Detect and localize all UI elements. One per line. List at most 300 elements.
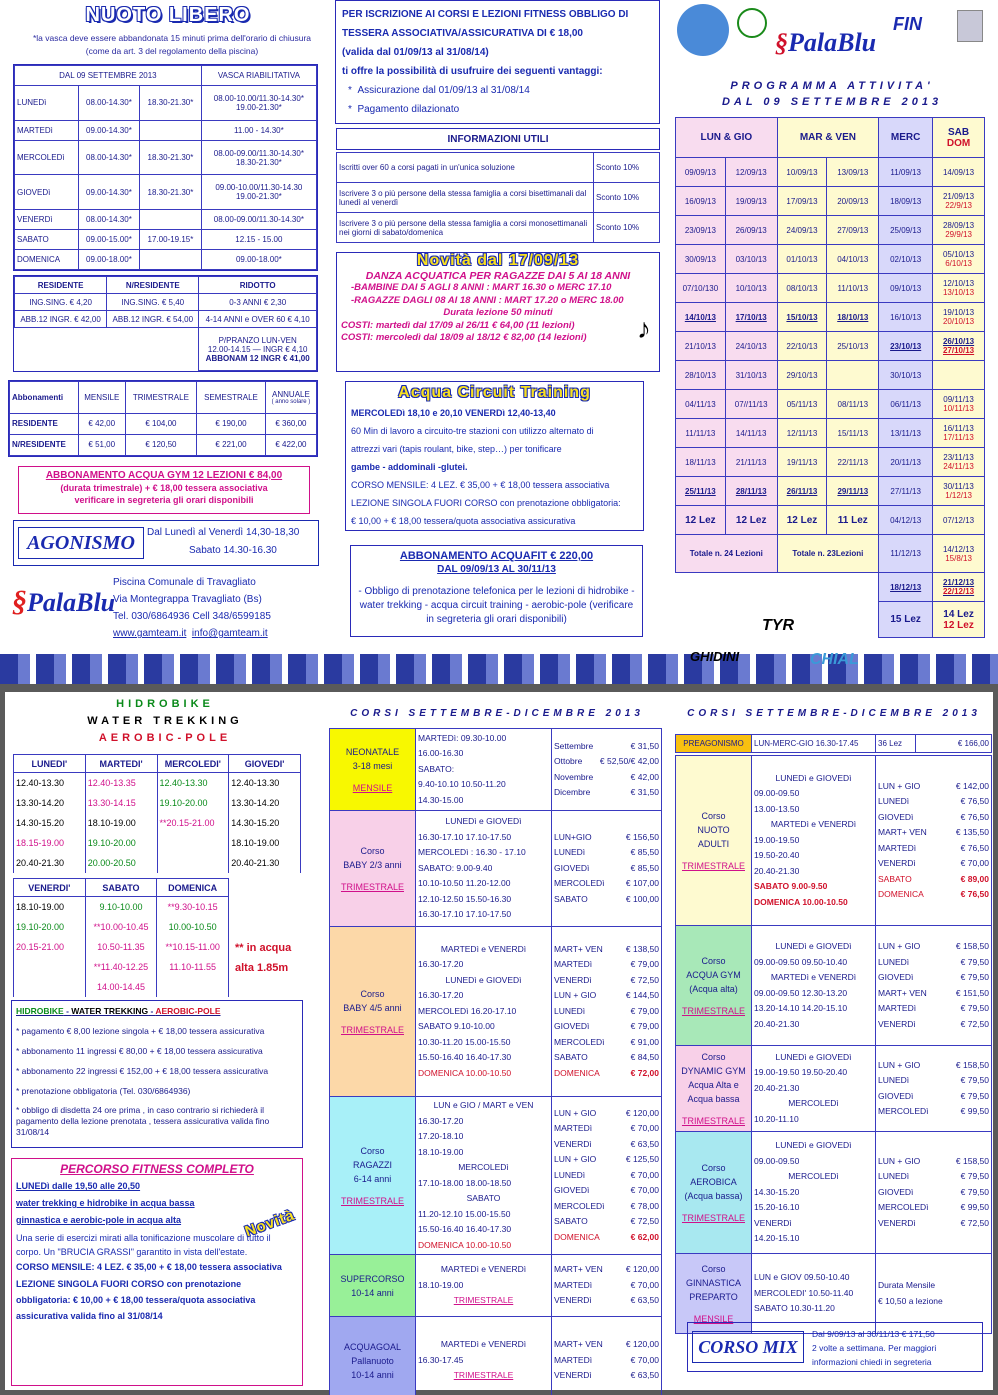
price-label: LUNEDì	[554, 1169, 586, 1180]
price-value: € 79,50	[960, 1090, 989, 1101]
price-value: € 52,50/€ 42,00	[599, 756, 659, 766]
course-time-line: MARTEDì e VENERDì	[770, 819, 857, 830]
price-value: € 107,00	[625, 878, 659, 889]
price-row	[878, 825, 989, 841]
hidro-title2: WATER TREKKING	[87, 715, 243, 727]
contatti-block	[113, 574, 271, 642]
novita-box	[336, 252, 660, 372]
price-label: Ottobre	[554, 756, 583, 766]
course-time-line: VENERDì	[754, 1217, 792, 1228]
acquafit-line: - Obbligo di prenotazione telefonica per le lezioni di hidrobike - water trekking - acqua circuit training - aerobic-pole (verificare in segreteria gli orari disponibili)	[358, 586, 635, 625]
price-row	[878, 1154, 989, 1170]
website-link[interactable]: www.gamteam.it	[113, 628, 187, 639]
price-row	[554, 1066, 659, 1082]
course-prices	[876, 926, 992, 1046]
course-time-line: LUN e GIOV 09.50-10.40	[754, 1272, 850, 1283]
course-time-line: 20.40-21.30	[754, 865, 800, 876]
hidro-table1	[13, 754, 301, 873]
cal-date-text: 24/09/13	[786, 225, 818, 235]
iscrizione-line: (valida dal 01/09/13 al 31/08/14)	[342, 47, 489, 58]
novita-line: COSTI: martedì dal 17/09 al 26/11 € 64,00 (11 lezioni)	[341, 319, 575, 331]
hidro-info-line: * abbonamento 11 ingressi € 80,00 + € 18,00 tessera assicurativa	[16, 1046, 263, 1056]
percorso-line: CORSO MENSILE: 4 LEZ. € 35,00 + € 18,00 tessera associativa	[16, 1262, 282, 1272]
cal-dom-date: 10/11/13	[943, 404, 974, 413]
price-label: LUN + GIO	[554, 990, 597, 1001]
course-tag: MENSILE	[693, 1313, 734, 1324]
course-time-line: MARTEDì e VENERDì	[440, 1339, 527, 1350]
cal-date-text: 09/10/13	[890, 283, 922, 293]
cal-date	[725, 187, 777, 216]
cal-dom-date: 20/10/13	[942, 317, 975, 326]
price-row	[554, 1019, 659, 1035]
course-time-line: 9.40-10.10 10.50-11.20	[418, 779, 506, 790]
price-row	[878, 779, 989, 795]
vasca-line: 08.00-10.00/11.30-14.30*	[213, 93, 304, 103]
abb-cell: € 422,00	[265, 434, 316, 455]
cal-dom-date: 27/10/13	[942, 346, 975, 355]
price-value: € 85,50	[630, 862, 659, 873]
circuit-title: Acqua Circuit Training	[398, 384, 591, 401]
price-label: VENERDì	[878, 1217, 916, 1228]
course-time-line: SABATO 9.10-10.00	[418, 1021, 495, 1032]
course-time-line: 20.40-21.30	[754, 1082, 800, 1093]
price-row	[878, 1278, 989, 1294]
cal-empty	[777, 573, 827, 602]
info-desc: Iscrivere 3 o più persone della stessa famiglia a corsi bisettimanali dal lunedì al venerdì	[337, 183, 594, 213]
price-value: € 158,50	[955, 941, 989, 951]
cal-date	[827, 158, 879, 187]
price-value: € 120,00	[625, 1339, 659, 1350]
price-label: MART+ VEN	[554, 1264, 603, 1275]
cal-date	[777, 448, 827, 477]
course-name-line: ACQUA GYM	[686, 969, 741, 980]
contatti-line: Via Montegrappa Travagliato (Bs)	[113, 594, 262, 605]
course-time-line: 14.30-15.00	[418, 794, 464, 805]
price-row	[878, 794, 989, 810]
price-row	[878, 872, 989, 888]
price-row	[554, 1230, 659, 1246]
price-row	[878, 1216, 989, 1232]
course-name-line: ADULTI	[697, 838, 730, 849]
acqua-note-line: ** in acqua	[235, 942, 292, 954]
nuoto-day: MARTEDì	[15, 120, 79, 140]
course-tag: TRIMESTRALE	[681, 1115, 745, 1126]
course-time-line: MERCOLEDì	[788, 1171, 839, 1182]
cal-date-text: 28/09/13	[942, 221, 975, 230]
circuit-line: attrezzi vari (tapis roulant, bike, step…) per tonificare	[351, 444, 562, 454]
cal-date-text: 18/11/13	[685, 457, 716, 467]
cal-date-text: 19/11/13	[786, 457, 818, 467]
course-time-line: MERCOLEDì : 16.30 - 17.10	[418, 847, 526, 858]
hidro-time: 20.15-21.00	[14, 937, 86, 957]
course-name-line: Corso	[701, 810, 726, 821]
cal-date	[777, 187, 827, 216]
fin-logo: FIN	[893, 14, 922, 34]
cal-date	[725, 390, 777, 419]
price-label: LUN + GIO	[878, 1059, 921, 1070]
hidro-info: HIDROBIKE - WATER TREKKING - AEROBIC-POLE * pagamento € 8,00 lezione singola + € 18,00 tessera assicurativa * abbonamento 11 ingressi € 80,00 + € 18,00 tessera assicurativa * abbonamento 22 ingressi € 152,00 + € 18,00 tessera assicurativa * prenotazione obbligatoria (Tel. 030/6864936) * obbligo di disdetta 24 ore prima , in caso contrario si richiederà il pagamento della lezione prenotata , tessera assicurativa valida fino 31/08/14	[11, 1000, 303, 1148]
cal-date-text: 14/09/13	[942, 167, 975, 177]
course-name-line: Acqua Alta e	[688, 1079, 739, 1090]
vasca-time	[201, 250, 316, 270]
cal-date	[879, 187, 933, 216]
course-time-line: TRIMESTRALE	[453, 1295, 514, 1306]
agonismo-title: AGONISMO	[18, 527, 144, 559]
course-time-line: 17.10-18.00 18.00-18.50	[418, 1177, 512, 1188]
course-name	[330, 1255, 416, 1317]
price-label: GIOVEDì	[878, 972, 914, 982]
course-time-line: LUNEDì e GIOVEDì	[775, 772, 852, 783]
percorso-line: ginnastica e aerobic-pole in acqua alta	[16, 1215, 182, 1225]
cal-date	[827, 419, 879, 448]
hidro-time: 12.40-13.30	[229, 773, 301, 793]
seahorse-icon: §	[775, 28, 788, 57]
price-label: MARTEDì	[554, 959, 593, 970]
course-name-line: 10-14 anni	[351, 1369, 394, 1380]
price-row	[554, 1278, 659, 1294]
course-time-line: MARTEDì: 09.30-10.00	[418, 732, 507, 743]
price-value: € 72,50	[960, 1018, 989, 1029]
percorso-line: water trekking e hidrobike in acqua bassa	[16, 1198, 195, 1208]
tariffe-head-ridotto: RIDOTTO	[199, 277, 317, 294]
nuoto-title: NUOTO LIBERO	[85, 4, 251, 26]
course-time-line: 15.50-16.40 16.40-17.30	[418, 1224, 512, 1234]
mix-line: 2 volte a settimana. Per maggiori	[812, 1343, 937, 1353]
cal-date	[933, 187, 985, 216]
abb-annuale-sub: ( anno solare )	[271, 398, 311, 405]
nuoto-time: 09.00-14.30*	[78, 175, 140, 210]
sponsors	[680, 615, 880, 675]
price-label: Durata Mensile	[878, 1280, 936, 1290]
iscrizione-line: Assicurazione dal 01/09/13 al 31/08/14	[357, 85, 530, 96]
price-row	[554, 1353, 659, 1369]
nuoto-day: DOMENICA	[15, 250, 79, 270]
seahorse-icon: §	[12, 585, 27, 618]
course-time-line: MARTEDì e VENERDì	[770, 972, 857, 982]
course-times	[752, 926, 876, 1046]
course-time-line: DOMENICA 10.00-10.50	[418, 1067, 512, 1078]
course-time-line: LUNEDì e GIOVEDì	[775, 941, 852, 951]
course-prices	[552, 927, 662, 1097]
course-time-line: 15.50-16.40 16.40-17.30	[418, 1052, 512, 1063]
hidro-day-head: VENERDI'	[14, 879, 86, 897]
course-time-line: DOMENICA 10.00-10.50	[754, 896, 848, 907]
cal-date-text: 26/11/13	[786, 486, 818, 496]
circuit-line: 60 Min di lavoro a circuito-tre stazioni con utilizzo alternato di	[351, 426, 594, 436]
cal-lez: 12 Lez	[725, 506, 777, 535]
novita-line: -BAMBINE DAI 5 AGLI 8 ANNI : MART 16.30 o MERC 17.10	[351, 282, 612, 293]
course-time-line: 19.00-19.50	[754, 834, 800, 845]
programma-calendar	[675, 117, 985, 638]
price-label: LUN+GIO	[554, 831, 592, 842]
hidro-info-line: * prenotazione obbligatoria (Tel. 030/6864936)	[16, 1086, 191, 1096]
hidro-time: **9.30-10.15	[157, 897, 229, 917]
course-name-line: GINNASTICA	[685, 1277, 741, 1288]
hidro-info-head: AEROBIC-POLE	[155, 1006, 221, 1016]
cal-date	[879, 448, 933, 477]
price-value: € 138,50	[625, 943, 659, 954]
corsi-title-b: CORSI SETTEMBRE-DICEMBRE 2013	[687, 708, 981, 719]
course-time-line: 10.20-11.10	[754, 1113, 799, 1124]
nuoto-day: GIOVEDì	[15, 175, 79, 210]
cal-date-text: 10/10/13	[735, 283, 767, 293]
course-time-line: 18.10-19.00	[418, 1279, 464, 1290]
cal-date	[676, 419, 726, 448]
price-row	[878, 810, 989, 826]
cal-date	[879, 158, 933, 187]
nuoto-time: 09.00-14.30*	[78, 120, 140, 140]
info-title: INFORMAZIONI UTILI	[336, 128, 660, 150]
price-label: LUN + GIO	[554, 1154, 597, 1165]
cal-date-text: 10/09/13	[786, 167, 818, 177]
hidro-time: 13.30-14.20	[14, 793, 86, 813]
cal-lez: 12 Lez	[676, 506, 726, 535]
acquagym-line: verificare in segreteria gli orari disponibili	[74, 495, 254, 505]
novita-line: -RAGAZZE DAGLI 08 AI 18 ANNI : MART 17.20 o MERC 18.00	[351, 294, 624, 306]
hidro-day-head: SABATO	[85, 879, 157, 897]
price-value: € 70,00	[630, 1185, 659, 1196]
cal-date-text: 09/11/13	[943, 395, 974, 404]
hidro-time: 20.40-21.30	[229, 853, 301, 873]
price-value: € 142,00	[955, 780, 989, 791]
cal-lez: 15 Lez	[879, 602, 933, 638]
hidro-time: 19.10-20.00	[85, 833, 157, 853]
tariffe-cell: ING.SING. € 5,40	[107, 294, 199, 311]
price-value: € 158,50	[955, 1155, 989, 1166]
cal-date-text: 25/11/13	[685, 486, 716, 496]
course-name-line: 10-14 anni	[351, 1287, 394, 1298]
course-time-line: 16.30-17.20	[418, 959, 464, 970]
cal-date	[827, 216, 879, 245]
course-name-line: NUOTO	[697, 824, 730, 835]
course-times	[752, 756, 876, 926]
price-value: € 31,50	[630, 787, 659, 797]
nuoto-schedule	[13, 64, 318, 271]
agonismo-line2: Sabato 14.30-16.30	[189, 545, 277, 556]
cal-date-text: 04/11/13	[685, 399, 716, 409]
cal-lez	[933, 602, 985, 638]
course-name-line: RAGAZZI	[352, 1159, 392, 1170]
price-row	[554, 754, 659, 770]
hidro-time: 14.30-15.20	[229, 813, 301, 833]
cal-date	[879, 216, 933, 245]
cal-date-text: 19/10/13	[942, 308, 975, 317]
cal-date	[879, 477, 933, 506]
cal-date	[933, 448, 985, 477]
course-times	[752, 1046, 876, 1132]
circuit-line: gambe - addominali -glutei.	[351, 462, 468, 472]
price-label: MARTEDì	[878, 1003, 917, 1013]
cal-date-text: 12/09/13	[735, 167, 767, 177]
price-row	[554, 973, 659, 989]
course-name-line: Corso	[360, 988, 385, 999]
cal-date-text: 05/11/13	[786, 399, 818, 409]
price-label: SABATO	[554, 1052, 588, 1063]
course-time-line: 09.00-09.50	[754, 1155, 800, 1166]
cal-date	[777, 361, 827, 390]
cal-dom-date: 1/12/13	[945, 491, 972, 500]
course-name-line: Acqua bassa	[687, 1093, 740, 1104]
nuoto-day: MERCOLEDì	[15, 140, 79, 175]
price-value: € 79,00	[630, 1005, 659, 1016]
price-value: € 79,50	[960, 1003, 989, 1013]
percorso-line: LEZIONE SINGOLA FUORI CORSO con prenotazione obbligatoria: € 10,00 + € 18,00 tessera/quota associativa assicurativa valida fino al 31/08/14	[16, 1279, 256, 1321]
course-time-line: 13.20-14.10 14.20-15.10	[754, 1003, 848, 1013]
corsi-title-a: CORSI SETTEMBRE-DICEMBRE 2013	[350, 708, 644, 719]
course-time-line: DOMENICA 10.00-10.50	[418, 1239, 512, 1250]
course-name-line: Pallanuoto	[351, 1355, 394, 1366]
price-label: Settembre	[554, 740, 594, 751]
price-label: LUN + GIO	[878, 1155, 921, 1166]
price-value: € 135,50	[955, 827, 989, 837]
course-name-line: NEONATALE	[345, 746, 400, 757]
course-time-line: 14.20-15.10	[754, 1233, 800, 1244]
course-name-line: Corso	[701, 1263, 726, 1274]
nuoto-head-left: DAL 09 SETTEMBRE 2013	[15, 66, 202, 86]
hidro-time: 20.00-20.50	[85, 853, 157, 873]
cal-date	[933, 158, 985, 187]
course-times	[416, 1097, 552, 1255]
tariffe-table	[13, 275, 318, 372]
cal-date	[933, 361, 985, 390]
course-tag: TRIMESTRALE	[340, 1195, 404, 1206]
cal-date	[725, 303, 777, 332]
price-label: GIOVEDì	[878, 1186, 914, 1197]
corso-mix-title: CORSO MIX	[692, 1331, 804, 1363]
cal-date-text: 14/11/13	[735, 428, 767, 438]
course-name-line: 6-14 anni	[353, 1173, 392, 1184]
price-row	[554, 785, 659, 801]
tariffe-cell: ABB.12 INGR. € 42,00	[15, 311, 107, 328]
cal-date	[676, 274, 726, 303]
hidro-time: 19.10-20.00	[157, 793, 229, 813]
cal-date	[827, 448, 879, 477]
price-row	[878, 856, 989, 872]
email-link[interactable]: info@gamteam.it	[191, 628, 268, 639]
tariffe-head-residente: RESIDENTE	[15, 277, 107, 294]
hidro-info-head: HIDROBIKE	[16, 1006, 64, 1016]
cal-date-text: 04/10/13	[837, 254, 869, 264]
cal-date	[933, 216, 985, 245]
course-time-line: MARTEDì e VENERDì	[440, 1264, 527, 1275]
page-divider	[0, 684, 998, 692]
abb-cell: € 42,00	[78, 413, 125, 434]
price-row	[554, 845, 659, 861]
tariffe-cell: 4-14 ANNI e OVER 60 € 4,10	[199, 311, 317, 328]
hidro-time: 18.15-19.00	[14, 833, 86, 853]
percorso-line: Una serie di esercizi mirati alla tonificazione muscolare di tutto il corpo. Un "BRUCIA GRASSI" garantito in vista dell'estate.	[16, 1233, 271, 1257]
cal-date	[725, 332, 777, 361]
cal-date-text: 31/10/13	[735, 370, 767, 380]
price-label: LUNEDì	[554, 847, 586, 858]
course-time-line: LUNEDì e GIOVEDì	[775, 1051, 852, 1062]
price-value: € 70,00	[630, 1354, 659, 1365]
price-row	[554, 830, 659, 846]
course-name-line: Corso	[360, 1145, 385, 1156]
hidro-time: 12.40-13.30	[14, 773, 86, 793]
acquafit-line: DAL 09/09/13 AL 30/11/13	[437, 564, 556, 575]
cal-date	[933, 332, 985, 361]
cal-date-text: 27/09/13	[837, 225, 869, 235]
cal-dom-date: 17/11/13	[943, 433, 974, 442]
cal-date-text: 18/09/13	[890, 196, 922, 206]
corsi-table-b	[675, 734, 991, 1334]
course-tag: TRIMESTRALE	[681, 1005, 745, 1016]
nuoto-time: 08.00-14.30*	[78, 85, 140, 120]
price-value: € 76,50	[960, 796, 989, 806]
nuoto-day: VENERDì	[15, 210, 79, 230]
cal-date	[777, 216, 827, 245]
nuoto-time: 08.00-14.30*	[78, 210, 140, 230]
hidro-time: 11.10-11.55	[157, 957, 229, 977]
cal-date	[777, 390, 827, 419]
cal-date-text: 28/11/13	[735, 486, 767, 496]
price-row	[554, 942, 659, 958]
cal-date-text: 23/10/13	[890, 341, 922, 351]
price-row	[554, 1137, 659, 1153]
hidro-day-head: MERCOLEDI'	[157, 755, 229, 773]
price-value: € 70,00	[960, 858, 989, 868]
course-time-line: 16.30-17.10 17.10-17.50	[418, 831, 512, 842]
price-row	[878, 1089, 989, 1105]
price-row	[554, 1106, 659, 1122]
circuit-line: MERCOLEDì 18,10 e 20,10 VENERDì 12,40-13,40	[351, 408, 556, 418]
cal-date-text: 15/10/13	[786, 312, 818, 322]
cal-date	[725, 216, 777, 245]
cal-date	[777, 245, 827, 274]
logos-row	[675, 4, 995, 64]
cal-date	[933, 573, 985, 602]
acquafit-line: ABBONAMENTO ACQUAFIT € 220,00	[399, 550, 594, 562]
cal-date	[676, 332, 726, 361]
cal-date-text: 07//11/13	[734, 399, 768, 409]
course-time-line: 11.20-12.10 15.00-15.50	[418, 1208, 511, 1219]
cal-lez-text: 12 Lez	[943, 619, 974, 631]
cal-date	[777, 332, 827, 361]
cal-date	[879, 245, 933, 274]
info-sconto: Sconto 10%	[594, 213, 660, 243]
cal-date-text: 06/11/13	[890, 399, 921, 409]
course-tag: TRIMESTRALE	[681, 1212, 745, 1223]
cal-total: Totale n. 23Lezioni	[777, 535, 879, 573]
pranzo-line: 12.00-14.15 — INGR € 4,10	[207, 344, 308, 354]
mix-line: Dal 9/09/13 al 30/11/13 € 171,50	[812, 1329, 935, 1339]
price-row	[878, 1169, 989, 1185]
corso-mix-box	[687, 1322, 983, 1372]
course-prices	[552, 729, 662, 811]
price-label: GIOVEDì	[554, 862, 590, 873]
price-label: MERCOLEDì	[554, 1200, 605, 1211]
course-time-line: 19.50-20.40	[754, 850, 800, 861]
abb-cell: € 120,50	[125, 434, 196, 455]
nuoto-time	[140, 250, 202, 270]
circuit-line: LEZIONE SINGOLA FUORI CORSO con prenotazione obbligatoria:	[351, 498, 621, 508]
price-label: LUN + GIO	[878, 780, 921, 791]
course-time-line: LUN e GIO / MART e VEN	[433, 1100, 534, 1110]
course-time-line: LUNEDì e GIOVEDì	[775, 1140, 852, 1151]
nuoto-time: 18.30-21.30*	[140, 85, 202, 120]
vasca-line: 19.00-21.30*	[235, 192, 282, 202]
price-label: VENERDì	[554, 1295, 592, 1306]
hidro-title1: HIDROBIKE	[116, 698, 214, 710]
course-name-line: BABY 2/3 anni	[343, 859, 402, 870]
price-value: € 72,50	[630, 974, 659, 985]
course-prices	[876, 1132, 992, 1254]
cal-date-text: 13/11/13	[890, 428, 921, 438]
iscrizione-line: ti offre la possibilità di usufruire dei seguenti vantaggi:	[342, 66, 603, 77]
cal-dom-date: 22/9/13	[945, 201, 972, 210]
price-value: € 72,50	[960, 1217, 989, 1228]
